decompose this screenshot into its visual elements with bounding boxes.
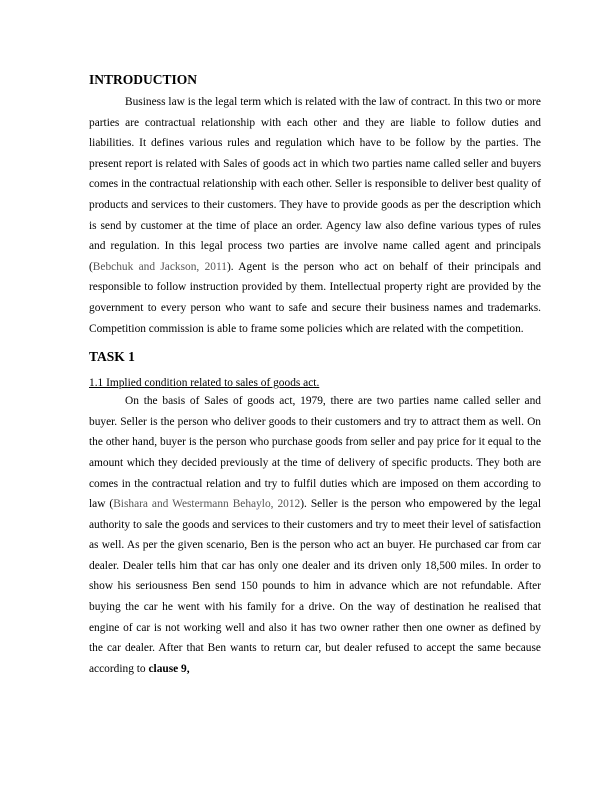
introduction-text-part-1: Business law is the legal term which is related with the law of contract. In this two or more parties are contractual relationship with each other and they are liable to follow duties and liabilities. It defines various rules and regulation which have to be follow by the parties. The present report is related with Sales of goods act in which two parties name called seller and buyers comes in the contractual relationship with each other. Seller is responsible to deliver best quality of products and services to their customers. They have to provide goods as per the description which is send by customer at the time of place an order. Agency law also define various types of rules and regulation. In this legal process two parties are involve name called agent and principals ( — [89, 96, 541, 273]
task-1-text-part-2: ). Seller is the person who empowered by the legal authority to sale the goods and services to their customers and try to meet their level of satisfaction as well. As per the given scenario, Ben is the person who act an buyer. He purchased car from car dealer. Dealer tells him that car has only one dealer and its driven only 18,500 miles. In order to show his seriousness Ben send 150 pounds to him in advance which are not refundable. After buying the car he went with his family for a drive. On the way of destination he realised that engine of car is not working well and also it has two owner rather then one owner as defined by the car dealer. After that Ben wants to return car, but dealer refused to accept the same because according to — [89, 498, 541, 675]
task-1-citation: Bishara and Westermann Behaylo, 2012 — [113, 498, 301, 511]
task-1-heading: TASK 1 — [89, 349, 135, 365]
document-body — [89, 72, 541, 679]
task-1-paragraph — [89, 391, 541, 679]
task-1-subheading: 1.1 Implied condition related to sales of goods act. — [89, 377, 320, 390]
introduction-citation: Bebchuk and Jackson, 2011 — [92, 260, 227, 273]
clause-reference: clause 9, — [148, 662, 190, 675]
introduction-text-part-2: ). Agent is the person who act on behalf of their principals and responsible to follow instruction provided by them. Intellectual property right are provided by the government to every person who want to safe and secure their business names and trademarks. Competition commission is able to frame some policies which are related with the competition. — [89, 260, 542, 335]
introduction-paragraph — [89, 92, 541, 339]
task-1-text-part-1: On the basis of Sales of goods act, 1979, there are two parties name called seller and buyer. Seller is the person who deliver goods to their customers and try to attract them as well. On the other hand, buyer is the person who purchase goods from seller and pay price for it equal to the amount which they decided previously at the time of delivery of specific products. They both are comes in the contractual relation and try to fulfil duties which are imposed on them according to law ( — [89, 395, 541, 511]
introduction-heading: INTRODUCTION — [89, 72, 198, 87]
